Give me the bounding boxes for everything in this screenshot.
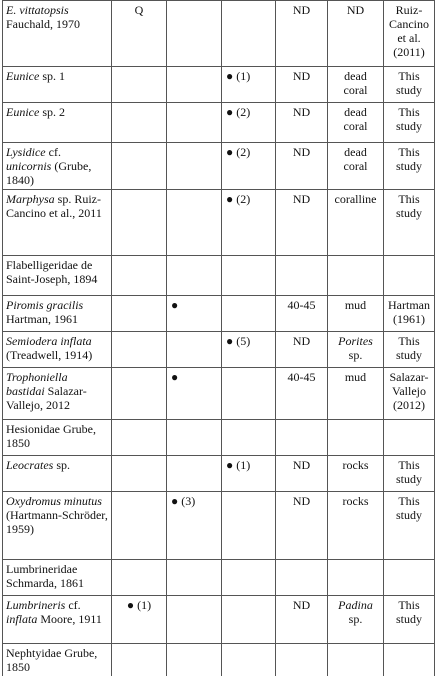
reference-cell: This study — [384, 103, 435, 143]
taxon-cell — [3, 67, 112, 103]
region-3-cell — [222, 368, 276, 420]
taxon-name-segment: sp. 2 — [39, 105, 65, 119]
table-row — [3, 492, 435, 560]
taxon-cell — [3, 103, 112, 143]
taxon-name-segment: Eunice — [6, 69, 40, 83]
reference-cell: Hartman (1961) — [384, 296, 435, 332]
taxon-name-segment: (Grube, 1840) — [6, 159, 92, 187]
substrate-text-segment: rocks — [342, 458, 369, 472]
substrate-cell — [328, 190, 384, 256]
region-2-cell: ● — [167, 368, 222, 420]
substrate-text-segment: sp. — [348, 348, 363, 362]
taxon-name-segment: Fauchald, 1970 — [6, 17, 80, 31]
substrate-text-segment: dead coral — [343, 105, 368, 133]
region-3-cell — [222, 256, 276, 296]
region-1-cell — [112, 420, 167, 456]
species-table — [2, 0, 435, 676]
region-1-cell — [112, 256, 167, 296]
region-2-cell — [167, 420, 222, 456]
taxon-cell — [3, 596, 112, 644]
taxon-cell — [3, 296, 112, 332]
taxon-name-segment: Moore, 1911 — [37, 612, 102, 626]
reference-cell — [384, 420, 435, 456]
reference-cell: This study — [384, 67, 435, 103]
taxon-cell — [3, 190, 112, 256]
table-row — [3, 456, 435, 492]
taxon-name-segment: (Treadwell, 1914) — [6, 348, 93, 362]
region-2-cell — [167, 190, 222, 256]
depth-cell: ND — [276, 1, 328, 67]
region-3-cell — [222, 560, 276, 596]
taxon-name-segment: Lysidice — [6, 145, 46, 159]
region-3-cell: ● (1) — [222, 67, 276, 103]
taxon-name-segment: Semiodera inflata — [6, 334, 92, 348]
taxon-name-segment: cf. — [65, 598, 81, 612]
region-3-cell: ● (5) — [222, 332, 276, 368]
depth-cell — [276, 256, 328, 296]
substrate-cell — [328, 644, 384, 676]
taxon-name-segment: Trophoniella bastidai — [6, 370, 68, 398]
taxon-name-segment: Lumbrineris — [6, 598, 66, 612]
region-1-cell: ● (1) — [112, 596, 167, 644]
reference-cell: This study — [384, 596, 435, 644]
reference-cell: This study — [384, 456, 435, 492]
depth-cell: ND — [276, 492, 328, 560]
region-1-cell: Q — [112, 1, 167, 67]
taxon-name-segment: E. vittatopsis — [6, 3, 69, 17]
table-row — [3, 190, 435, 256]
substrate-text-segment: dead coral — [343, 69, 368, 97]
region-1-cell — [112, 368, 167, 420]
region-2-cell — [167, 560, 222, 596]
region-1-cell — [112, 332, 167, 368]
region-1-cell — [112, 492, 167, 560]
taxon-cell — [3, 256, 112, 296]
substrate-cell — [328, 296, 384, 332]
taxon-cell — [3, 332, 112, 368]
reference-cell: Salazar-Vallejo (2012) — [384, 368, 435, 420]
region-3-cell: ● (2) — [222, 190, 276, 256]
reference-cell: This study — [384, 143, 435, 190]
depth-cell: ND — [276, 596, 328, 644]
substrate-cell — [328, 560, 384, 596]
depth-cell — [276, 560, 328, 596]
region-2-cell — [167, 103, 222, 143]
region-1-cell — [112, 103, 167, 143]
taxon-name-segment: Eunice — [6, 105, 40, 119]
region-2-cell — [167, 596, 222, 644]
substrate-cell — [328, 67, 384, 103]
taxon-cell — [3, 420, 112, 456]
taxon-name-segment: Marphysa — [6, 192, 55, 206]
region-3-cell: ● (1) — [222, 456, 276, 492]
region-1-cell — [112, 456, 167, 492]
table-body — [3, 1, 435, 676]
taxon-name-segment: Lumbrineridae Schmarda, 1861 — [6, 562, 84, 590]
region-2-cell — [167, 256, 222, 296]
substrate-text-segment: Porites — [338, 334, 373, 348]
substrate-text-segment: dead coral — [343, 145, 368, 173]
region-1-cell — [112, 296, 167, 332]
region-3-cell — [222, 296, 276, 332]
taxon-cell — [3, 1, 112, 67]
taxon-name-segment: Salazar-Vallejo, 2012 — [6, 384, 87, 412]
depth-cell: ND — [276, 332, 328, 368]
taxon-name-segment: Oxydromus minutus — [6, 494, 102, 508]
table-row — [3, 332, 435, 368]
table-row — [3, 368, 435, 420]
region-2-cell — [167, 143, 222, 190]
depth-cell: ND — [276, 67, 328, 103]
taxon-cell — [3, 456, 112, 492]
substrate-cell — [328, 256, 384, 296]
table-row — [3, 560, 435, 596]
depth-cell: 40-45 — [276, 296, 328, 332]
depth-cell: ND — [276, 190, 328, 256]
taxon-name-segment: Nephtyidae Grube, 1850 — [6, 646, 98, 674]
table-row — [3, 103, 435, 143]
taxon-name-segment: Leocrates — [6, 458, 54, 472]
region-2-cell — [167, 332, 222, 368]
region-3-cell: ● (2) — [222, 103, 276, 143]
region-1-cell — [112, 644, 167, 676]
taxon-name-segment: cf. — [45, 145, 61, 159]
table-row — [3, 256, 435, 296]
substrate-text-segment: coralline — [334, 192, 377, 206]
substrate-cell — [328, 456, 384, 492]
substrate-cell — [328, 492, 384, 560]
substrate-cell — [328, 596, 384, 644]
table-row — [3, 644, 435, 676]
taxon-name-segment: Hesionidae Grube, 1850 — [6, 422, 96, 450]
depth-cell: ND — [276, 456, 328, 492]
taxon-name-segment: Piromis gracilis — [6, 298, 84, 312]
substrate-cell — [328, 143, 384, 190]
taxon-name-segment: inflata — [6, 612, 38, 626]
taxon-name-segment: Flabelligeridae de Saint-Joseph, 1894 — [6, 258, 98, 286]
depth-cell: ND — [276, 103, 328, 143]
substrate-text-segment: sp. — [348, 612, 363, 626]
taxon-cell — [3, 560, 112, 596]
region-3-cell: ● (2) — [222, 143, 276, 190]
depth-cell: ND — [276, 143, 328, 190]
substrate-text-segment: mud — [344, 370, 367, 384]
table-row — [3, 420, 435, 456]
region-1-cell — [112, 560, 167, 596]
reference-cell: This study — [384, 190, 435, 256]
reference-cell — [384, 644, 435, 676]
region-2-cell — [167, 1, 222, 67]
taxon-name-segment: Hartman, 1961 — [6, 312, 78, 326]
substrate-text-segment: Padina — [338, 598, 373, 612]
taxon-name-segment: (Hartmann-Schröder, 1959) — [6, 508, 108, 536]
reference-cell — [384, 256, 435, 296]
region-3-cell — [222, 420, 276, 456]
substrate-text-segment: rocks — [342, 494, 369, 508]
reference-cell: Ruiz-Cancino et al. (2011) — [384, 1, 435, 67]
substrate-cell — [328, 103, 384, 143]
region-3-cell — [222, 492, 276, 560]
substrate-cell — [328, 368, 384, 420]
substrate-cell — [328, 1, 384, 67]
depth-cell: 40-45 — [276, 368, 328, 420]
substrate-text-segment: ND — [346, 3, 365, 17]
substrate-cell — [328, 420, 384, 456]
region-1-cell — [112, 190, 167, 256]
table-row — [3, 596, 435, 644]
taxon-cell — [3, 492, 112, 560]
region-1-cell — [112, 143, 167, 190]
reference-cell: This study — [384, 492, 435, 560]
region-3-cell — [222, 596, 276, 644]
region-2-cell — [167, 456, 222, 492]
taxon-cell — [3, 368, 112, 420]
region-2-cell — [167, 644, 222, 676]
table-row — [3, 296, 435, 332]
taxon-name-segment: sp. Ruiz-Cancino et al., 2011 — [6, 192, 102, 220]
reference-cell: This study — [384, 332, 435, 368]
taxon-name-segment: sp. 1 — [39, 69, 65, 83]
region-1-cell — [112, 67, 167, 103]
region-3-cell — [222, 1, 276, 67]
depth-cell — [276, 420, 328, 456]
region-3-cell — [222, 644, 276, 676]
taxon-cell — [3, 143, 112, 190]
region-2-cell: ● (3) — [167, 492, 222, 560]
taxon-cell — [3, 644, 112, 676]
substrate-text-segment: mud — [344, 298, 367, 312]
substrate-cell — [328, 332, 384, 368]
table-row — [3, 143, 435, 190]
reference-cell — [384, 560, 435, 596]
taxon-name-segment: unicornis — [6, 159, 52, 173]
table-row — [3, 67, 435, 103]
region-2-cell — [167, 67, 222, 103]
region-2-cell: ● — [167, 296, 222, 332]
depth-cell — [276, 644, 328, 676]
table-row — [3, 1, 435, 67]
taxon-name-segment: sp. — [53, 458, 70, 472]
